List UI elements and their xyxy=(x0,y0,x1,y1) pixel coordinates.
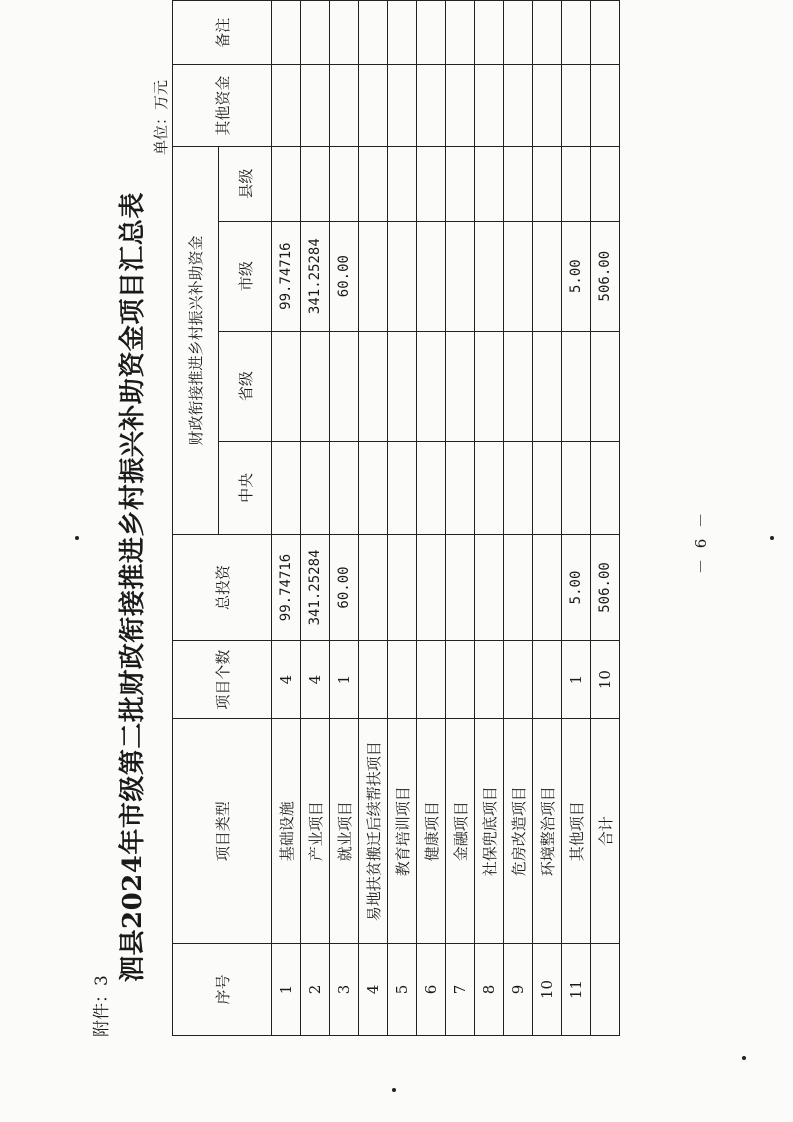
cell-seq: 2 xyxy=(301,943,330,1035)
table-row xyxy=(504,1,533,1036)
cell-type: 合计 xyxy=(591,719,620,944)
cell-county xyxy=(417,146,446,221)
cell-central xyxy=(533,441,562,535)
cell-count: 4 xyxy=(272,640,301,719)
cell-seq: 3 xyxy=(330,943,359,1035)
cell-count: 10 xyxy=(591,640,620,719)
cell-provincial xyxy=(330,331,359,441)
cell-county xyxy=(562,146,591,221)
cell-county xyxy=(301,146,330,221)
cell-total xyxy=(388,535,417,640)
cell-central xyxy=(301,441,330,535)
cell-type: 社保兜底项目 xyxy=(475,719,504,944)
cell-remark xyxy=(359,1,388,65)
cell-count: 4 xyxy=(301,640,330,719)
cell-total: 506.00 xyxy=(591,535,620,640)
header-municipal: 市级 xyxy=(219,221,272,331)
cell-seq: 7 xyxy=(446,943,475,1035)
cell-count xyxy=(533,640,562,719)
cell-type: 就业项目 xyxy=(330,719,359,944)
cell-central xyxy=(359,441,388,535)
cell-municipal: 60.00 xyxy=(330,221,359,331)
cell-type: 其他项目 xyxy=(562,719,591,944)
cell-provincial xyxy=(475,331,504,441)
cell-county xyxy=(388,146,417,221)
cell-total xyxy=(446,535,475,640)
cell-other xyxy=(562,65,591,146)
cell-type: 产业项目 xyxy=(301,719,330,944)
cell-remark xyxy=(562,1,591,65)
cell-provincial xyxy=(504,331,533,441)
header-fund-group: 财政衔接推进乡村振兴补助资金 xyxy=(173,146,219,534)
header-count: 项目个数 xyxy=(173,640,272,719)
cell-type: 教育培训项目 xyxy=(388,719,417,944)
cell-county xyxy=(446,146,475,221)
cell-municipal: 506.00 xyxy=(591,221,620,331)
cell-total xyxy=(475,535,504,640)
scan-speck xyxy=(75,536,79,540)
cell-total xyxy=(504,535,533,640)
cell-other xyxy=(446,65,475,146)
cell-remark xyxy=(504,1,533,65)
cell-municipal xyxy=(417,221,446,331)
cell-provincial xyxy=(417,331,446,441)
cell-seq: 4 xyxy=(359,943,388,1035)
table-row xyxy=(562,1,591,1036)
scan-speck xyxy=(742,1056,746,1060)
cell-provincial xyxy=(562,331,591,441)
cell-count xyxy=(359,640,388,719)
cell-municipal xyxy=(475,221,504,331)
cell-total xyxy=(359,535,388,640)
cell-total: 341.25284 xyxy=(301,535,330,640)
cell-total: 99.74716 xyxy=(272,535,301,640)
cell-other xyxy=(359,65,388,146)
cell-municipal xyxy=(504,221,533,331)
header-provincial: 省级 xyxy=(219,331,272,441)
cell-total: 5.00 xyxy=(562,535,591,640)
cell-county xyxy=(359,146,388,221)
cell-municipal: 99.74716 xyxy=(272,221,301,331)
cell-remark xyxy=(388,1,417,65)
cell-remark xyxy=(301,1,330,65)
cell-other xyxy=(330,65,359,146)
cell-central xyxy=(504,441,533,535)
cell-central xyxy=(475,441,504,535)
table-row xyxy=(388,1,417,1036)
cell-county xyxy=(591,146,620,221)
header-seq: 序号 xyxy=(173,943,272,1035)
cell-central xyxy=(591,441,620,535)
cell-other xyxy=(272,65,301,146)
cell-county xyxy=(504,146,533,221)
cell-provincial xyxy=(272,331,301,441)
table-row xyxy=(301,1,330,1036)
cell-other xyxy=(533,65,562,146)
cell-seq: 11 xyxy=(562,943,591,1035)
cell-provincial xyxy=(359,331,388,441)
cell-count xyxy=(475,640,504,719)
cell-type: 金融项目 xyxy=(446,719,475,944)
cell-central xyxy=(446,441,475,535)
cell-central xyxy=(417,441,446,535)
cell-total xyxy=(533,535,562,640)
cell-central xyxy=(388,441,417,535)
cell-provincial xyxy=(301,331,330,441)
cell-remark xyxy=(446,1,475,65)
scan-speck xyxy=(392,1088,396,1092)
cell-municipal xyxy=(359,221,388,331)
cell-provincial xyxy=(388,331,417,441)
cell-count: 1 xyxy=(562,640,591,719)
cell-count: 1 xyxy=(330,640,359,719)
table-row xyxy=(272,1,301,1036)
cell-county xyxy=(330,146,359,221)
cell-provincial xyxy=(533,331,562,441)
header-row xyxy=(173,1,219,1036)
cell-seq: 6 xyxy=(417,943,446,1035)
cell-seq: 1 xyxy=(272,943,301,1035)
table-row xyxy=(417,1,446,1036)
table-row xyxy=(359,1,388,1036)
cell-remark xyxy=(533,1,562,65)
cell-seq: 8 xyxy=(475,943,504,1035)
cell-county xyxy=(533,146,562,221)
unit-label: 单位：万元 xyxy=(152,79,170,155)
header-county: 县级 xyxy=(219,146,272,221)
header-central: 中央 xyxy=(219,441,272,535)
cell-count xyxy=(446,640,475,719)
cell-seq: 10 xyxy=(533,943,562,1035)
cell-type: 基础设施 xyxy=(272,719,301,944)
table-row xyxy=(591,1,620,1036)
cell-county xyxy=(475,146,504,221)
cell-seq xyxy=(591,943,620,1035)
cell-remark xyxy=(591,1,620,65)
page-number: － 6 － xyxy=(692,509,710,574)
document-title: 泗县2024年市级第二批财政衔接推进乡村振兴补助资金项目汇总表 xyxy=(118,192,148,982)
cell-remark xyxy=(272,1,301,65)
cell-count xyxy=(388,640,417,719)
cell-municipal: 341.25284 xyxy=(301,221,330,331)
annex-label: 附件：3 xyxy=(92,975,112,1037)
cell-provincial xyxy=(591,331,620,441)
cell-type: 环境整治项目 xyxy=(533,719,562,944)
cell-type: 健康项目 xyxy=(417,719,446,944)
cell-other xyxy=(504,65,533,146)
cell-municipal xyxy=(533,221,562,331)
cell-municipal: 5.00 xyxy=(562,221,591,331)
cell-county xyxy=(272,146,301,221)
summary-table xyxy=(172,0,620,1036)
cell-central xyxy=(272,441,301,535)
header-total: 总投资 xyxy=(173,535,272,640)
cell-type: 危房改造项目 xyxy=(504,719,533,944)
table-row xyxy=(533,1,562,1036)
cell-provincial xyxy=(446,331,475,441)
cell-seq: 9 xyxy=(504,943,533,1035)
header-other: 其他资金 xyxy=(173,65,272,146)
cell-municipal xyxy=(446,221,475,331)
header-remark: 备注 xyxy=(173,1,272,65)
cell-other xyxy=(417,65,446,146)
cell-other xyxy=(591,65,620,146)
cell-other xyxy=(301,65,330,146)
cell-municipal xyxy=(388,221,417,331)
scan-speck xyxy=(770,536,774,540)
cell-type: 易地扶贫搬迁后续帮扶项目 xyxy=(359,719,388,944)
cell-count xyxy=(417,640,446,719)
cell-other xyxy=(475,65,504,146)
cell-seq: 5 xyxy=(388,943,417,1035)
cell-remark xyxy=(417,1,446,65)
cell-remark xyxy=(330,1,359,65)
cell-other xyxy=(388,65,417,146)
table-row xyxy=(330,1,359,1036)
table-row xyxy=(446,1,475,1036)
table-row xyxy=(475,1,504,1036)
cell-total xyxy=(417,535,446,640)
cell-total: 60.00 xyxy=(330,535,359,640)
cell-count xyxy=(504,640,533,719)
cell-central xyxy=(330,441,359,535)
cell-remark xyxy=(475,1,504,65)
cell-central xyxy=(562,441,591,535)
header-type: 项目类型 xyxy=(173,719,272,944)
